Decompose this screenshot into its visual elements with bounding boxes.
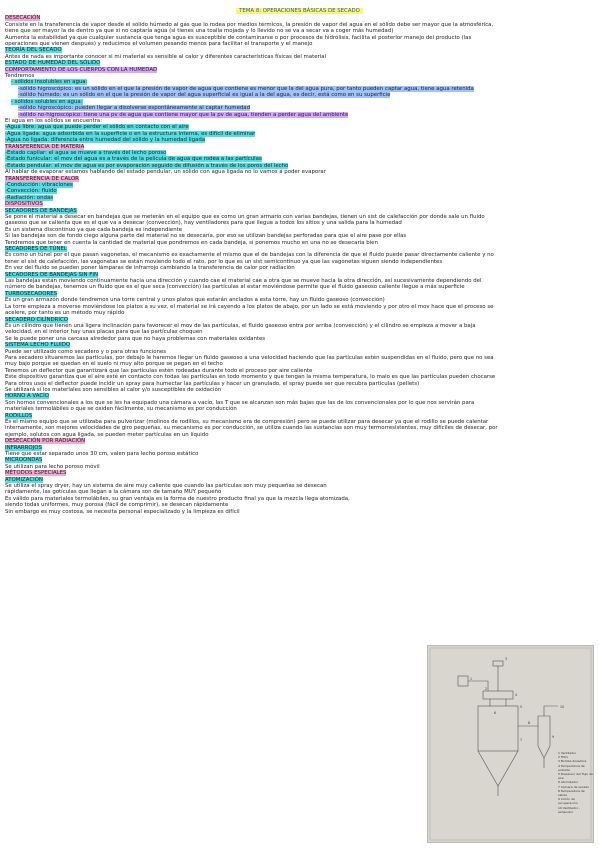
line-text: internamente, son mejores velocidades de giro pequeñas, su mecanismo es por conducción, se utiliza cuando las sustancias son muy termorresistentes, muy difíciles de desecar, por xyxy=(5,425,498,432)
line-text: Se pone el material a desecar en bandejas que se meterán en el equipo que es como un gran armario con varias bandejas, tienen un sist de calefacción por donde sale un fluido xyxy=(5,214,485,220)
line-text: TEORÍA DEL SECADO xyxy=(5,47,62,54)
line-text: En vez del fluido se pueden poner lámparas de infrarrojo cambiando la transferencia de calor por radiación xyxy=(5,265,295,272)
text-line xyxy=(5,509,594,515)
line-text: rápidamente, las gotículas que llegan a la cámara son de tamaño MUY pequeño xyxy=(5,489,222,496)
line-text: Antes de nada es importante conocer si mi material es sensible al calor y diferentes características físicas del material xyxy=(5,53,327,60)
line-text: materiales termolábiles o que se oxiden fácilmente, su mecanismo es por conducción xyxy=(5,406,237,413)
line-text: -sólido no-higroscópico: tiene una pv de agua que contiene mayor que la pv de agua, tienden a perder agua del ambiente xyxy=(18,111,349,118)
legend-item: 1 Ventilador xyxy=(558,751,577,755)
legend-item: 6 Atomizador xyxy=(558,780,579,785)
legend-item: 9 Ciclón de recuperación xyxy=(558,797,578,806)
legend-item: 3 Bomba dosadora xyxy=(558,759,587,764)
line-text: DESECACIÓN POR RADIACIÓN xyxy=(5,438,86,445)
line-text: ejemplo, solutos con agua ligada, se pueden meter partículas en un líquido xyxy=(5,431,209,438)
line-text: número de bandejas, tenemos un fluido que es el que seca (convección) las partículas al estar moviéndose permite que el fluido gaseoso caliente llegue a más superficie xyxy=(5,284,465,291)
legend-item: 5 Dispersor del flujo de aire xyxy=(558,772,593,781)
line-text: -Convección: fluido xyxy=(5,188,57,195)
figure-legend xyxy=(558,751,593,814)
svg-text:4: 4 xyxy=(515,693,518,697)
line-text: Al hablar de evaporar estamos hablando del estado pendular, un sólido con agua ligada no lo vamos a poder evaporar xyxy=(5,169,326,176)
line-text: TRANSFERENCIA DE CALOR xyxy=(5,175,79,182)
line-text: acelere, por tanto es un método muy rápido xyxy=(5,310,125,317)
line-text: Es un cilindro que tienen una ligera inclinación para favorecer el mov de las partículas, el fluido gaseoso entra por arriba (convección) y el cilindro se empieza a mover a baja xyxy=(5,322,476,329)
svg-text:7: 7 xyxy=(520,738,523,742)
line-text: Es válido para materiales termolábiles, su gran ventaja es la forma de nuestro producto final ya que la mezcla llega atomizada, xyxy=(5,495,350,502)
line-text: Es un gran armazón donde tendremos una torre central y unos platos que estarán anclados a esta torre, hay un fluido gaseoso (convección) xyxy=(5,297,385,304)
legend-item: 8 Temperatura de salida xyxy=(558,788,585,798)
legend-item: 7 Cámara de secado xyxy=(558,784,589,789)
line-text: -Agua libre: agua que puede perder el sólido en contacto con el aire xyxy=(5,124,189,131)
line-text: -Agua no ligada: diferencia entre humedad del sólido y la humedad ligada xyxy=(5,137,206,144)
line-text: Es el mismo equipo que se utilizaba para pulverizar (molinos de rodillos, su mecanismo era de compresión) pero se puede utilizar para desecar ya que el rodillo se puede calentar xyxy=(5,419,489,425)
line-text: tener el sist de calefacción, las vagonetas se están moviendo todo el rato, por lo que es un sist semicontinuo ya que las vagonetas siguen siendo independientes xyxy=(5,258,443,265)
line-text: Se utiliza el spray dryer, hay un sistema de aire muy caliente que cuando las partículas son muy pequeñas se desecan xyxy=(5,483,327,490)
line-text: Para otros usos el deflector puede incidir un spray para humectar las partículas y hacer un granulado, el spray puede ser que recubra partículas (pellets) xyxy=(5,380,420,387)
line-text: siendo todas uniformes, muy porosa (fácil de comprimir), se desecan rápidamente xyxy=(5,502,229,509)
legend-item: 2 Filtro xyxy=(558,755,569,760)
line-text: SECADORES DE BANDEJAS xyxy=(5,207,77,214)
line-text: SISTEMA LECHO FLUIDO xyxy=(5,342,71,349)
line-text: Para secadero situaremos las partículas, por debajo le haremos llegar un fluido gaseoso a una velocidad haciendo que las partículas estén suspendidas en el fluido, pero que no sea xyxy=(5,354,494,361)
svg-text:2: 2 xyxy=(485,687,488,691)
line-text: COMPORTAMIENTO DE LOS CUERPOS CON LA HUMEDAD xyxy=(5,66,158,73)
legend-item: 4 Temperatura de entrada xyxy=(558,763,585,772)
line-text: SECADERO CILÍNDRICO xyxy=(5,316,69,323)
line-text: Es como un túnel por el que pasan vagonetas, el mecanismo es exactamente el mismo que el de bandejas con la diferencia de que el fluido puede pasar directamente caliente y no xyxy=(5,252,494,259)
document-page xyxy=(5,8,594,515)
line-text: operaciones que vienen después) y reducimos el volumen pesando menos para facilitar el transporte y el manejo xyxy=(5,41,313,48)
line-text: DISPOSITIVOS xyxy=(5,201,43,208)
line-text: Las bandejas están moviendo continuamente hacia una dirección y cuando cae el material cae a otra que se mueve hacia la otra dirección, así sucesivamente dependiendo del xyxy=(5,278,482,285)
line-text: Si las bandejas son de fondo ciego alguna parte del material no se desecaría, por eso se utilizan bandejas perforadas para que el aire pase por ellas xyxy=(5,233,407,240)
line-text: -sólido higroscópico: pueden llegar a disolverse espontáneamente al captar humedad xyxy=(18,105,251,112)
document-body xyxy=(5,15,594,515)
svg-text:8: 8 xyxy=(528,721,531,725)
line-text: Tenemos un deflector que garantizará que las partículas estén rodeadas durante todo el proceso por aire caliente xyxy=(5,367,313,374)
line-text: -Agua ligada: agua adsorbida en la superficie o en la estructura interna, es difícil de eliminar xyxy=(5,130,256,137)
line-text: -Estado capilar: el agua se mueve a través del lecho poroso xyxy=(5,149,167,156)
line-text: DESECACIÓN xyxy=(5,15,41,22)
line-text: SECADORES DE TÚNEL xyxy=(5,246,67,253)
svg-text:1: 1 xyxy=(470,677,473,681)
line-text: -Radiación: ondas xyxy=(5,194,54,201)
line-text: -sólido húmedo: es un sólido en el que la presión de vapor del agua superficial es igual a la del agua, es decir, está como en su superficie xyxy=(18,92,391,99)
line-text: Puede ser utilizado como secadero y o para otras funciones xyxy=(5,348,167,355)
svg-text:5: 5 xyxy=(520,705,523,709)
line-text: Se utilizará si los materiales son sensibles al calor y/o susceptibles de oxidación xyxy=(5,386,222,393)
legend-item: 10 Ventilador - exhaustor xyxy=(558,805,581,814)
line-text: El agua en los sólidos se encuentra: xyxy=(5,117,103,124)
line-text: - sólidos insolubles en agua: xyxy=(11,79,88,86)
line-text: ATOMIZACIÓN xyxy=(5,476,43,483)
line-text: - sólidos solubles en agua: xyxy=(11,98,83,105)
line-text: Tendremos que tener en cuenta la cantidad de material que pondremos en cada bandeja, si ponemos mucho en una no se desecaría bien xyxy=(5,239,378,246)
line-text: SECADORES DE BANDEJAS SIN FIN xyxy=(5,271,99,278)
line-text: Este dispositivo garantiza que el aire esté en contacto con todas las partículas en todo momento y que tengan la misma temperatura, lo malo es que las partículas pueden chocarse xyxy=(5,374,496,381)
svg-text:10: 10 xyxy=(560,705,565,709)
line-text: Aumenta la estabilidad ya que cualquier sustancia que tenga agua es susceptible de contaminarse o por procesos de hidrólisis, facilita el posterior manejo del producto (las xyxy=(5,34,472,41)
line-text: -sólido higroscópico: es un sólido en el que la presión de vapor de agua que contiene es menor que la del agua pura, por tanto pueden captar agua, tiene agua retenida xyxy=(18,85,474,92)
line-text: Sin embargo es muy costosa, se necesita personal especializado y la limpieza es difícil xyxy=(5,508,240,515)
line-text: HORNO A VACÍO xyxy=(5,393,49,400)
line-text: -Estado funicular: el mov del agua es a través de la película de agua que rodea a las partículas xyxy=(5,156,262,163)
line-text: gaseoso que se calienta que es el que va a desecar (convección), hay ventiladores para que llegue a todos los sitios y una salida para la humedad xyxy=(5,220,402,227)
line-text: MÉTODOS ESPECIALES xyxy=(5,470,67,477)
document-title xyxy=(5,8,594,14)
line-text: Consiste en la transferencia de vapor desde el sólido húmedo al gas que lo rodea por medios térmicos, la presión de vapor del agua en el sólido debe ser mayor que la atmosférica, xyxy=(5,21,494,28)
line-text: muy bajo porque se quedan en el suelo ni muy alto porque se pegan en el techo xyxy=(5,361,223,368)
line-text: Tiene que estar separado unos 30 cm, valen para lecho poroso estático xyxy=(5,451,199,458)
svg-text:9: 9 xyxy=(552,735,555,739)
line-text: La torre empieza a moverse moviéndose los platos a su vez, el material se irá cayendo a los platos de abajo, por un lado se está moviendo y por otro el mov hace que el proceso se xyxy=(5,303,494,310)
line-text: Son hornos convencionales a los que se les ha equipado una cámara a vacío, las T que se alcanzan son más bajas que las de los convencionales por lo que nos servirán para xyxy=(5,399,475,406)
document-title-text: TEMA 8: OPERACIONES BÁSICAS DE SECADO xyxy=(236,8,363,14)
line-text: TRANSFERENCIA DE MATERIA xyxy=(5,143,85,150)
spray-dryer-figure xyxy=(427,645,594,843)
line-text: Se utilizan para lecho poroso móvil xyxy=(5,463,100,470)
line-text: -Estado pendular: el mov de agua es por evaporación seguido de difusión a través de los poros del lecho xyxy=(5,162,289,169)
line-text: TURBOSECADORES xyxy=(5,290,58,297)
line-text: Es un sistema discontinuo ya que cada bandeja es independiente xyxy=(5,226,183,233)
line-text: MICROONDAS xyxy=(5,457,43,464)
line-text: Se le puede poner una carcasa alrededor para que no haya problemas con materiales oxidantes xyxy=(5,335,266,342)
line-text: Tendremos xyxy=(5,73,35,80)
svg-text:3: 3 xyxy=(505,657,508,661)
line-text: RODILLOS xyxy=(5,412,33,419)
svg-text:6: 6 xyxy=(494,711,497,715)
line-text: tiene que ser mayor la de dentro ya que si no captaría agua (si tienes una toalla mojada y lo llevido no se va a secar va a coger más humedad) xyxy=(5,28,394,35)
line-text: INFRARROJOS xyxy=(5,444,42,451)
line-text: -Conducción: vibraciones xyxy=(5,181,73,188)
line-text: ESTADO DE HUMEDAD DEL SÓLIDO xyxy=(5,60,101,67)
line-text: velocidad, en el interior hay unas placas para que las partículas choquen xyxy=(5,329,203,336)
